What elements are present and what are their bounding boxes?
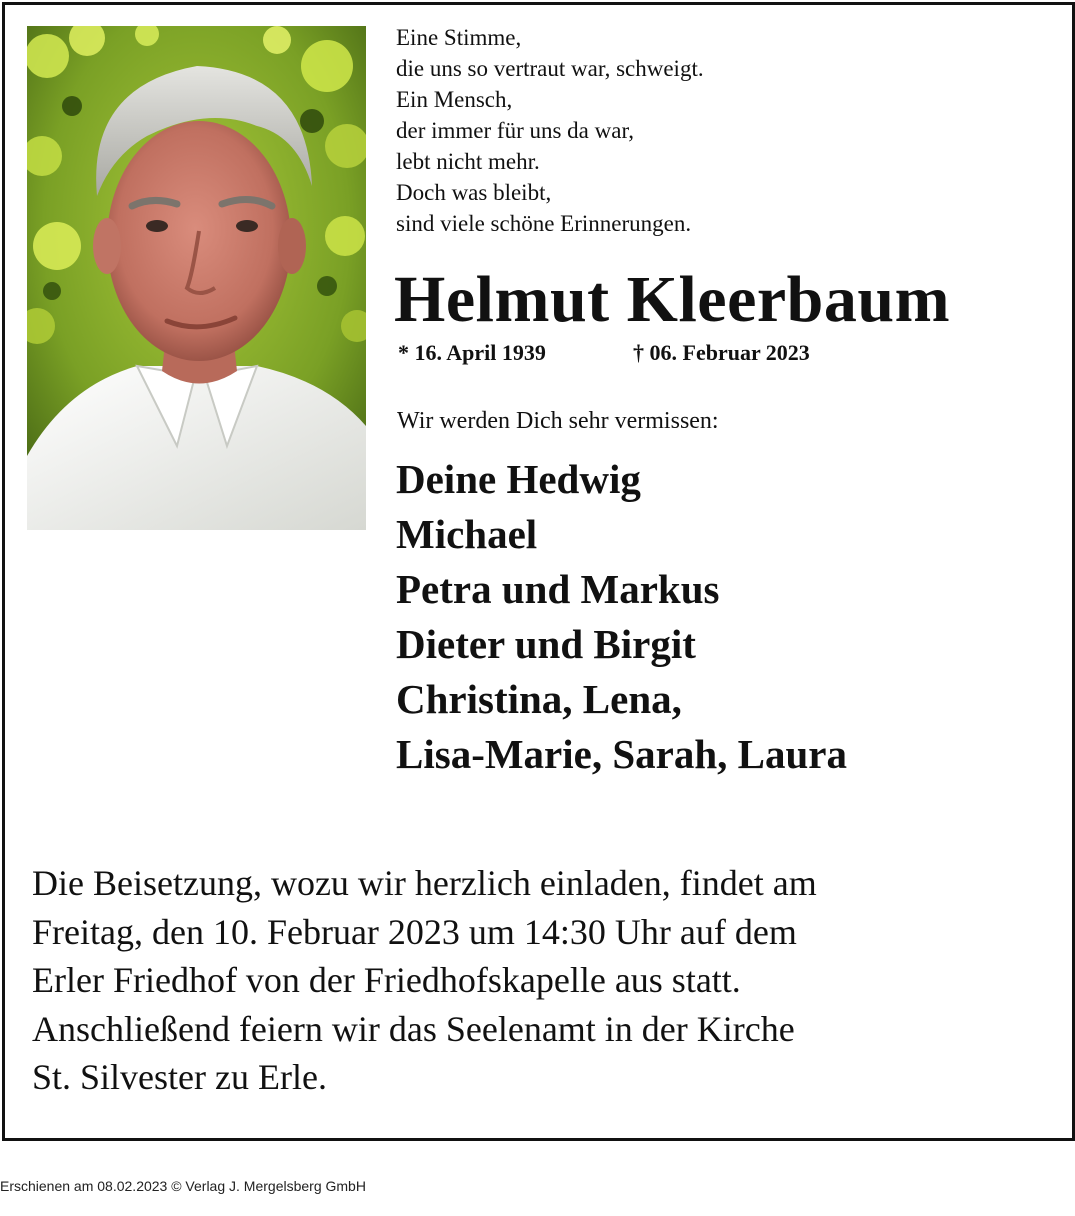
notice-line: Anschließend feiern wir das Seelenamt in der Kirche (32, 1008, 795, 1049)
mourner-name: Deine Hedwig (396, 456, 641, 502)
poem-line: Doch was bleibt, (396, 180, 552, 205)
poem-line: die uns so vertraut war, schweigt. (396, 56, 704, 81)
birth-date: * 16. April 1939 (398, 340, 546, 365)
death-date: † 06. Februar 2023 (633, 340, 810, 365)
portrait-photo (27, 26, 366, 530)
mourner-name: Christina, Lena, (396, 676, 682, 722)
poem-line: der immer für uns da war, (396, 118, 634, 143)
mourner-name: Petra und Markus (396, 566, 720, 612)
notice-line: St. Silvester zu Erle. (32, 1057, 327, 1097)
poem-line: Eine Stimme, (396, 25, 522, 50)
deceased-name: Helmut Kleerbaum (394, 263, 951, 336)
poem-line: lebt nicht mehr. (396, 149, 540, 174)
mourner-name: Michael (396, 511, 538, 557)
mourner-name: Lisa-Marie, Sarah, Laura (396, 731, 847, 777)
notice-line: Erler Friedhof von der Friedhofskapelle aus statt. (32, 960, 741, 1000)
poem (396, 22, 1056, 239)
poem-line: Ein Mensch, (396, 87, 513, 112)
notice-line: Die Beisetzung, wozu wir herzlich einladen, findet am (32, 863, 817, 903)
mourners-list (396, 452, 847, 782)
mourner-name: Dieter und Birgit (396, 621, 696, 667)
notice-line: Freitag, den 10. Februar 2023 um 14:30 Uhr auf dem (32, 911, 797, 952)
publication-footer: Erschienen am 08.02.2023 © Verlag J. Mergelsberg GmbH (0, 1178, 366, 1194)
poem-line: sind viele schöne Erinnerungen. (396, 211, 692, 236)
funeral-notice (32, 859, 1052, 1102)
mourners-intro: Wir werden Dich sehr vermissen: (397, 408, 719, 434)
